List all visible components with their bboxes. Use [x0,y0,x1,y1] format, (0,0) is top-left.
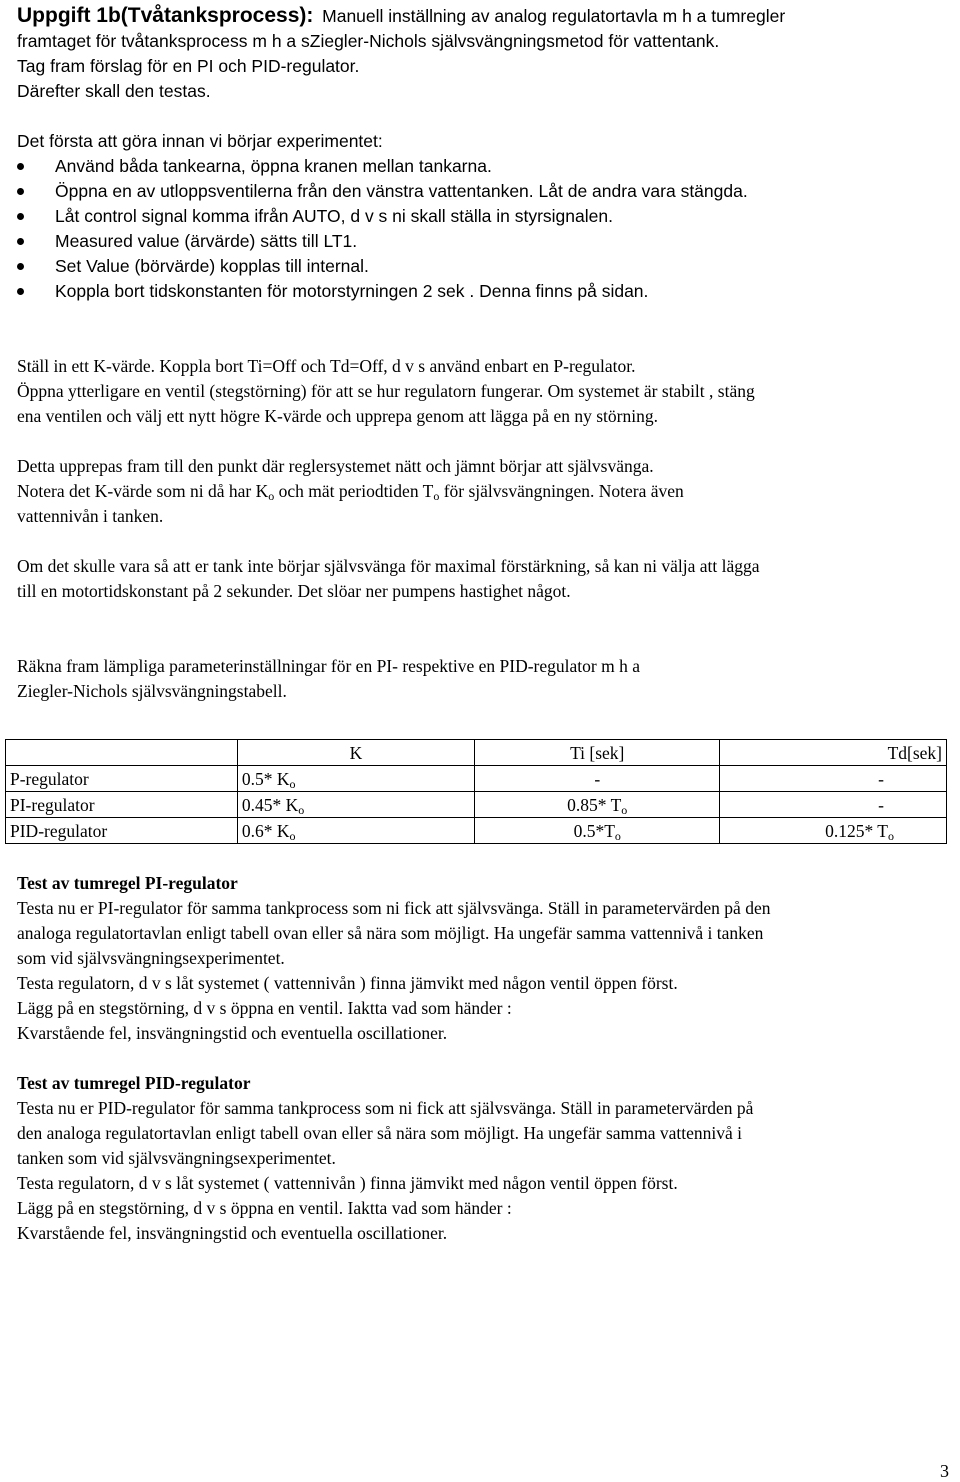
list-item [17,254,957,279]
pi-test-title: Test av tumregel PI-regulator [17,873,238,893]
list-item-text: Använd båda tankearna, öppna kranen mellan tankarna. [55,156,492,176]
table-row [6,766,947,792]
table-row [6,818,947,844]
cell-value: 0.5*T [573,821,615,841]
pi-test-line: som vid självsvängningsexperimentet. [17,948,285,968]
table-cell-ti [475,818,720,844]
pid-test-line: Testa regulatorn, d v s låt systemet ( vattennivån ) finna jämvikt med någon ventil öppen först. [17,1173,678,1193]
pi-test-line: analoga regulatortavlan enligt tabell ovan eller så nära som möjligt. Ha ungefär samma vattennivå i tanken [17,923,764,943]
table-header-cell: K [237,740,474,766]
cell-value: - [878,795,884,815]
table-header-cell [6,740,238,766]
table-cell-k [237,818,474,844]
table-cell-ti [475,792,720,818]
bullet-icon [17,213,24,220]
bullet-icon [17,163,24,170]
procedure-line: Ställ in ett K-värde. Koppla bort Ti=Off och Td=Off, d v s använd enbart en P-regulator. [17,356,636,376]
cell-value: 0.5* K [241,769,290,789]
procedure-line: Om det skulle vara så att er tank inte börjar självsvänga för maximal förstärkning, så kan ni välja att lägga [17,556,760,576]
cell-value: - [594,769,601,789]
table-cell-td [720,792,947,818]
document-page [10,3,957,1246]
procedure-text: Om systemet är stabilt , stäng [547,381,755,401]
list-item-tail: Låt de andra vara stängda. [538,181,748,201]
subscript: o [289,829,296,843]
pid-test-line: Kvarstående fel, insvängningstid och eventuella oscillationer. [17,1223,448,1243]
subscript: o [289,777,296,791]
procedure-text: för självsvängningen. Notera även [439,481,684,501]
subscript: o [298,803,305,817]
table-header-cell: Ti [sek] [475,740,720,766]
procedure-line: till en motortidskonstant på 2 sekunder. Det slöar ner pumpens hastighet något. [17,581,571,601]
procedure-line: Räkna fram lämpliga parameterinställningar för en PI- respektive en PID-regulator m h a [17,656,640,676]
cell-value: 0.45* K [241,795,299,815]
subscript: o [888,829,894,843]
list-item [17,179,957,204]
list-item [17,229,957,254]
table-cell-k [237,766,474,792]
subscript: o [268,489,275,503]
list-item-text: Öppna en av utloppsventilerna från den vänstra vattentanken. [55,181,534,201]
pid-test-line: Lägg på en stegstörning, d v s öppna en ventil. Iaktta vad som händer : [17,1198,512,1218]
procedure-line: Ziegler-Nichols självsvängningstabell. [17,681,287,701]
pi-test-line: Testa nu er PI-regulator för samma tankprocess som ni fick att självsvänga. Ställ in parametervärden på den [17,898,771,918]
bullet-icon [17,288,24,295]
intro-line-3: Tag fram förslag för en PI och PID-regulator. [17,56,360,76]
procedure-line [17,479,957,504]
pid-test-line: Testa nu er PID-regulator för samma tankprocess som ni fick att självsvänga. Ställ in parametervärden på [17,1098,754,1118]
procedure-line: vattennivån i tanken. [17,506,164,526]
list-item [17,279,957,304]
cell-value: 0.6* K [241,821,290,841]
pid-test-line: den analoga regulatortavlan enligt tabell ovan eller så nära som möjligt. Ha ungefär samma vattennivå i [17,1123,743,1143]
document-title [17,3,957,29]
page-number: 3 [940,1461,949,1481]
intro-line-2: framtaget för tvåtanksprocess m h a sZiegler-Nichols självsvängningsmetod för vattentank. [17,31,720,51]
cell-value: 0.125* T [825,821,888,841]
table-cell-k [237,792,474,818]
title-bold: Uppgift 1b(Tvåtanksprocess): [17,4,314,27]
intro-line-4: Därefter skall den testas. [17,81,211,101]
bullet-icon [17,188,24,195]
list-item [17,154,957,179]
cell-value: - [878,769,884,789]
prep-list [17,154,957,304]
cell-value: 0.85* T [567,795,622,815]
procedure-text: och mät periodtiden T [274,481,434,501]
pi-test-line: Lägg på en stegstörning, d v s öppna en ventil. Iaktta vad som händer : [17,998,512,1018]
prep-intro: Det första att göra innan vi börjar experimentet: [17,131,383,151]
table-cell-td [720,818,947,844]
table-row [6,792,947,818]
table-cell-label: P-regulator [6,766,238,792]
bullet-icon [17,263,24,270]
bullet-icon [17,238,24,245]
table-cell-label: PI-regulator [6,792,238,818]
list-item-text: Measured value (ärvärde) sätts till LT1. [55,231,358,251]
procedure-line [17,379,957,404]
procedure-line: ena ventilen och välj ett nytt högre K-värde och upprepa genom att lägga på en ny störning. [17,406,658,426]
subscript: o [614,829,621,843]
procedure-text: Öppna ytterligare en ventil (stegstörning) för att se hur regulatorn fungerar. [17,381,544,401]
table-cell-td [720,766,947,792]
subscript: o [433,489,440,503]
title-rest: Manuell inställning av analog regulatortavla m h a tumregler [322,6,786,26]
pi-test-line: Testa regulatorn, d v s låt systemet ( vattennivån ) finna jämvikt med någon ventil öppen först. [17,973,678,993]
procedure-line: Detta upprepas fram till den punkt där reglersystemet nätt och jämnt börjar att självsvänga. [17,456,654,476]
table-header-row [6,740,947,766]
pid-test-line: tanken som vid självsvängningsexperimentet. [17,1148,336,1168]
list-item-text: Låt control signal komma ifrån AUTO, d v s ni skall ställa in styrsignalen. [55,206,613,226]
pid-test-title: Test av tumregel PID-regulator [17,1073,251,1093]
list-item-text: Koppla bort tidskonstanten för motorstyrningen 2 sek . Denna finns på sidan. [55,281,649,301]
list-item [17,204,957,229]
table-cell-label: PID-regulator [6,818,238,844]
procedure-text: Notera det K-värde som ni då har K [17,481,269,501]
table-cell-ti [475,766,720,792]
table-header-cell: Td[sek] [720,740,947,766]
list-item-text: Set Value (börvärde) kopplas till internal. [55,256,369,276]
ziegler-nichols-table [5,739,947,844]
pi-test-line: Kvarstående fel, insvängningstid och eventuella oscillationer. [17,1023,448,1043]
subscript: o [621,803,628,817]
